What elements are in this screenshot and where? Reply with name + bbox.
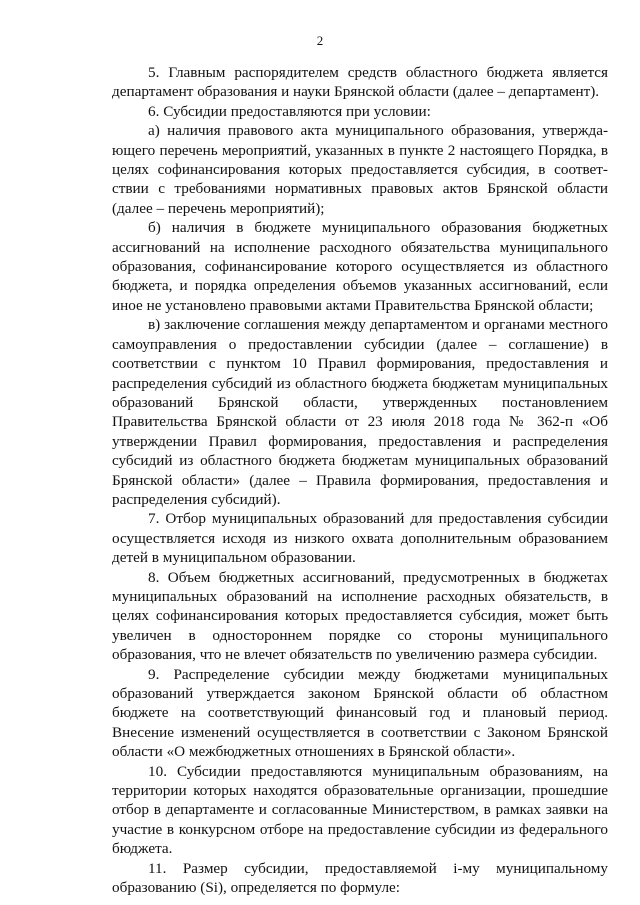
page-number: 2: [316, 33, 324, 48]
paragraph-6b-budget-allocations: б) наличия в бюджете муниципального образования бюджетных ассигнований на исполнение расходного обязательства муниципального образования, софинансирование которого осуществляется из областного бюджета, и порядка определения объемов указанных ассигнований, если иное не установлено правовыми актами Правительства Брянской области;: [112, 219, 608, 314]
document-body: [112, 63, 608, 897]
paragraph-7-selection: 7. Отбор муниципальных образований для предоставления субсидии осуществляется исходя из низкого охвата дополнительным образованием детей в муниципальном образовании.: [112, 510, 608, 567]
paragraph-6a-legal-act: а) наличия правового акта муниципального образования, утвержда-ющего перечень мероприятий, указанных в пункте 2 настоящего Порядка, в целях софинансирования которых предоставляется субсидия, в соответ-ствии с требованиями нормативных правовых актов Брянской области (далее – перечень мероприятий);: [112, 122, 608, 217]
paragraph-6v-agreement: в) заключение соглашения между департаментом и органами местного самоуправления о предоставлении субсидии (далее – соглашение) в соответствии с пунктом 10 Правил формирования, предоставления и распределения субсидий из областного бюджета бюджетам муниципальных образований Брянской области, утвержденных постановлением Правительства Брянской области от 23 июля 2018 года № 362-п «Об утверждении Правил формирования, предоставления и распределения субсидий из областного бюджета бюджетам муниципальных образований Брянской области» (далее – Правила формирования, предоставления и распределения субсидий).: [112, 316, 608, 508]
paragraph-11-subsidy-size: 11. Размер субсидии, предоставляемой i-му муниципальному образованию (Si), определяется по формуле:: [112, 859, 608, 897]
paragraph-6-conditions: 6. Субсидии предоставляются при условии:: [148, 102, 431, 120]
paragraph-10-provision: 10. Субсидии предоставляются муниципальным образованиям, на территории которых находятся образовательные организации, прошедшие отбор в департаменте и согласованные Министерством, в рамках заявки на участие в конкурсном отборе на предоставление субсидии из федерального бюджета.: [112, 762, 608, 858]
paragraph-8-allocation-volume: 8. Объем бюджетных ассигнований, предусмотренных в бюджетах муниципальных образований на исполнение расходных обязательств, в целях софинансирования которых предоставляется субсидия, может быть увеличен в одностороннем порядке со стороны муниципального образования, что не влечет обязательств по увеличению размера субсидии.: [112, 568, 608, 664]
paragraph-9-distribution: 9. Распределение субсидии между бюджетами муниципальных образований утверждается законом Брянской области об областном бюджете на соответствующий финансовый год и плановый период. Внесение изменений осуществляется в соответствии с Законом Брянской области «О межбюджетных отношениях в Брянской области».: [112, 665, 608, 761]
paragraph-5-main-administrator: 5. Главным распорядителем средств областного бюджета является департамент образования и науки Брянской области (далее – департамент).: [112, 64, 608, 101]
